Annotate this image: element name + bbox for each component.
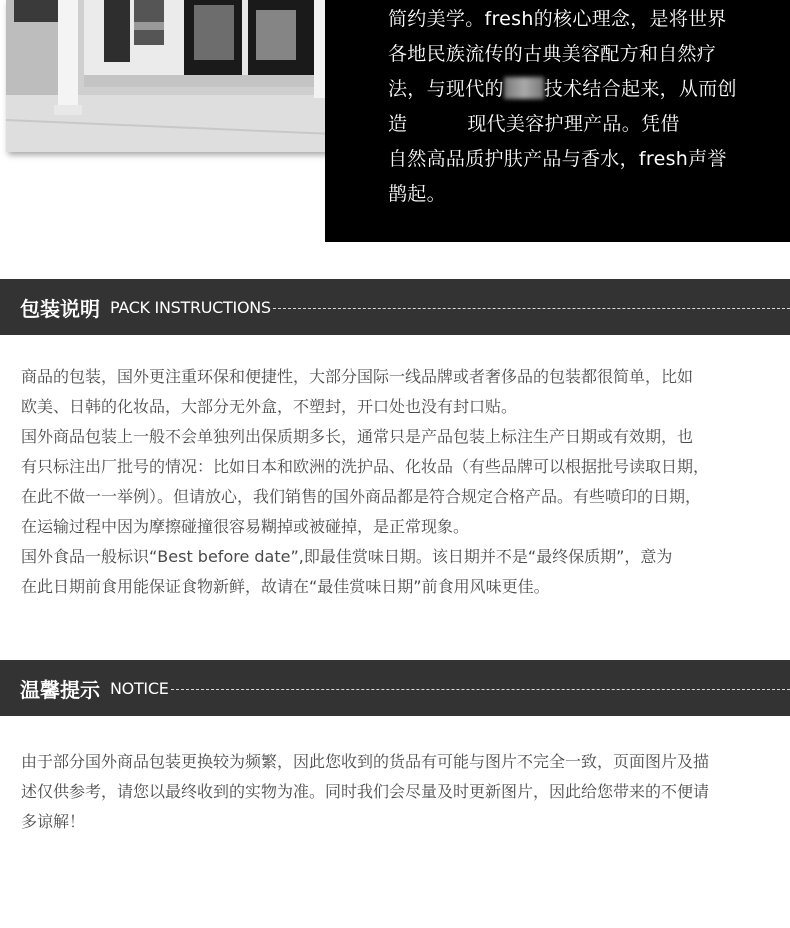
brand-text-line: 各地民族流传的古典美容配方和自然疗	[388, 43, 717, 65]
brand-text-line: 法，与现代的 技术结合起来，从而创	[388, 78, 737, 100]
section-title-zh: 包装说明	[20, 296, 100, 321]
brand-text-line: 鹊起。	[388, 183, 446, 205]
pack-instructions-header	[0, 279, 790, 335]
brand-text-line: 自然高品质护肤产品与香水，fresh声誉	[388, 148, 727, 170]
top-banner	[0, 0, 790, 242]
notice-body	[21, 747, 771, 837]
paragraph-line: 在此不做一一举例）。但请放心，我们销售的国外商品都是符合规定合格产品。有些喷印的日期，	[21, 487, 702, 506]
paragraph-line: 有只标注出厂批号的情况：比如日本和欧洲的洗护品、化妆品（有些品牌可以根据批号读取日期，	[21, 457, 710, 476]
section-title-en: PACK INSTRUCTIONS	[110, 297, 271, 317]
section-title-en: NOTICE	[110, 678, 169, 698]
paragraph-line: 在此日期前食用能保证食物新鲜，故请在“最佳赏味日期”前食用风味更佳。	[21, 577, 550, 596]
dashed-divider	[171, 689, 790, 690]
paragraph-line: 在运输过程中因为摩擦碰撞很容易糊掉或被碰掉，是正常现象。	[21, 517, 470, 536]
dashed-divider	[273, 308, 790, 309]
brand-text-line: 简约美学。fresh的核心理念，是将世界	[388, 8, 727, 30]
brand-description-panel	[325, 0, 790, 242]
blurred-text	[504, 77, 544, 99]
paragraph-line: 由于部分国外商品包装更换较为频繁，因此您收到的货品有可能与图片不完全一致，页面图片及描	[21, 752, 710, 771]
brand-text-line: 造 现代美容护理产品。凭借	[388, 113, 680, 135]
store-photo	[6, 0, 358, 152]
storefront-image	[6, 0, 358, 152]
paragraph-line: 欧美、日韩的化妆品，大部分无外盒，不塑封，开口处也没有封口贴。	[21, 397, 518, 416]
paragraph-line: 商品的包装，国外更注重环保和便捷性，大部分国际一线品牌或者奢侈品的包装都很简单，比如	[21, 367, 694, 386]
notice-header	[0, 660, 790, 716]
paragraph-line: 述仅供参考，请您以最终收到的实物为准。同时我们会尽量及时更新图片，因此给您带来的不便请	[21, 782, 710, 801]
paragraph-line: 多谅解！	[21, 812, 86, 831]
paragraph-line: 国外商品包装上一般不会单独列出保质期多长，通常只是产品包装上标注生产日期或有效期，也	[21, 427, 694, 446]
section-title-zh: 温馨提示	[20, 677, 100, 702]
pack-instructions-body	[21, 362, 771, 602]
paragraph-line: 国外食品一般标识“Best before date”,即最佳赏味日期。该日期并不是“最终保质期”，意为	[21, 547, 673, 566]
